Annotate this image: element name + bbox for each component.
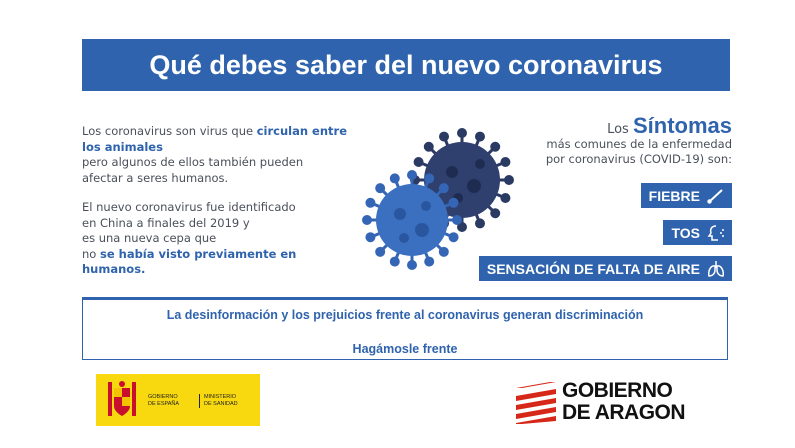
virus-spike-tip bbox=[506, 177, 513, 184]
p2-line3: es una nueva cepa que bbox=[82, 231, 217, 245]
spain-min-1: MINISTERIO bbox=[204, 394, 237, 400]
symptom-breath-label: SENSACIÓN DE FALTA DE AIRE bbox=[486, 260, 700, 277]
virus-spike-tip bbox=[367, 199, 374, 206]
virus-spike-tip bbox=[377, 248, 384, 255]
cough-icon bbox=[706, 224, 726, 242]
lungs-icon bbox=[706, 260, 726, 278]
spain-gov-1: GOBIERNO bbox=[148, 394, 178, 400]
spain-gov-2: DE ESPAÑA bbox=[148, 401, 180, 407]
p2-line1: El nuevo coronavirus fue identificado bbox=[82, 200, 296, 214]
virus-spike-tip bbox=[450, 234, 457, 241]
symptom-cough-label: TOS bbox=[671, 224, 700, 241]
virus-spike-tip bbox=[502, 194, 509, 201]
aragon-flag-icon bbox=[516, 382, 556, 424]
p1-line2: pero algunos de ellos también pueden bbox=[82, 155, 304, 169]
p1-line3: afectar a seres humanos. bbox=[82, 170, 229, 185]
symptoms-intro bbox=[492, 113, 732, 167]
spain-government-logo bbox=[96, 374, 260, 426]
virus-spike-tip bbox=[367, 234, 374, 241]
symptoms-line2: más comunes de la enfermedad bbox=[546, 137, 732, 151]
virus-spike-tip bbox=[364, 217, 371, 224]
virus-spike-tip bbox=[476, 220, 483, 227]
virus-front bbox=[364, 172, 461, 269]
symptoms-los: Los bbox=[607, 122, 633, 137]
virus-spike-tip bbox=[440, 248, 447, 255]
aragon-line-2: DE ARAGON bbox=[562, 401, 686, 424]
virus-spike-tip bbox=[425, 143, 432, 150]
call-to-action: Hagámosle frente bbox=[352, 342, 458, 356]
virus-spike-tip bbox=[459, 130, 466, 137]
title-banner bbox=[82, 39, 730, 91]
spain-crest-icon bbox=[102, 380, 142, 420]
virus-spike-tip bbox=[459, 224, 466, 231]
virus-spike-tip bbox=[454, 217, 461, 224]
virus-spike-tip bbox=[450, 199, 457, 206]
symptom-fever-label: FIEBRE bbox=[648, 187, 700, 204]
intro-text bbox=[82, 124, 352, 278]
virus-spike-tip bbox=[426, 175, 433, 182]
spain-ministry-text bbox=[199, 394, 238, 408]
aragon-government-logo bbox=[516, 380, 706, 428]
virus-spike-tip bbox=[441, 133, 448, 140]
p2-highlight: se había visto previamente en humanos. bbox=[82, 246, 297, 276]
p1-pre: Los coronavirus son virus que bbox=[82, 124, 257, 138]
page-title: Qué debes saber del nuevo coronavirus bbox=[149, 49, 663, 80]
symptom-fever bbox=[641, 183, 732, 208]
thermometer-icon bbox=[706, 187, 726, 205]
virus-spike-tip bbox=[391, 175, 398, 182]
p1-highlight: circulan entre los animales bbox=[82, 124, 348, 154]
virus-spike-tip bbox=[409, 172, 416, 179]
virus-spike-tip bbox=[415, 159, 422, 166]
virus-spike-tip bbox=[440, 185, 447, 192]
virus-spike-tip bbox=[492, 210, 499, 217]
virus-spike-tip bbox=[377, 185, 384, 192]
virus-spike-tip bbox=[409, 262, 416, 269]
aragon-line-1: GOBIERNO bbox=[562, 379, 673, 402]
discrimination-line: La desinformación y los prejuicios frente al coronavirus generan discriminación bbox=[166, 308, 644, 322]
discrimination-message bbox=[82, 297, 728, 360]
aragon-name bbox=[562, 380, 685, 424]
symptom-cough bbox=[663, 220, 732, 245]
symptom-breath bbox=[479, 256, 732, 281]
paragraph-2 bbox=[82, 200, 352, 278]
virus-spike-tip bbox=[391, 258, 398, 265]
spain-gov-text bbox=[148, 394, 179, 408]
virus-spike-tip bbox=[476, 133, 483, 140]
spain-min-2: DE SANIDAD bbox=[204, 401, 238, 407]
virus-spike-tip bbox=[426, 258, 433, 265]
symptoms-title: Síntomas bbox=[632, 113, 732, 138]
p2-line2: en China a finales del 2019 y bbox=[82, 215, 250, 230]
paragraph-1 bbox=[82, 124, 352, 186]
symptoms-line3: por coronavirus (COVID-19) son: bbox=[545, 152, 732, 166]
p2-pre4: no bbox=[82, 246, 100, 261]
symptoms-heading bbox=[492, 113, 732, 138]
